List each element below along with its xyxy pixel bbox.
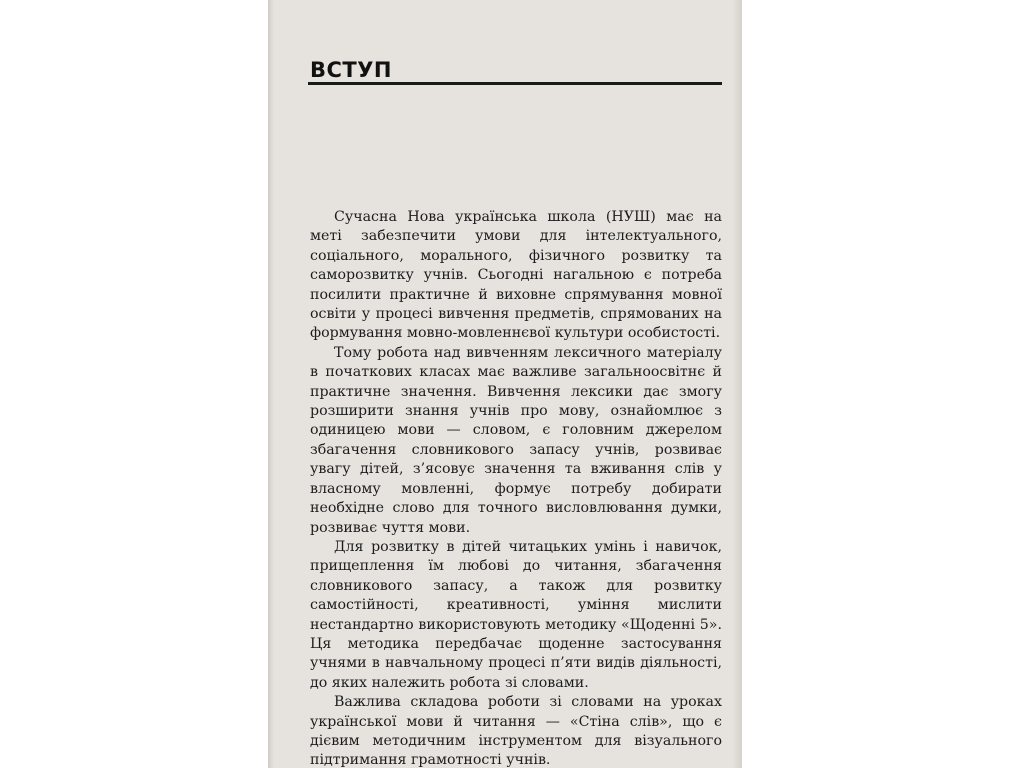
body-text	[310, 208, 722, 768]
paragraph-2: Тому робота над вивченням лексичного матеріалу в початкових класах має важливе загальноосвітнє й практичне значення. Вивчення лексики дає змогу розширити знання учнів про мову, ознайомлює з одиницею мови — словом, є головним джерелом збагачення словникового запасу учнів, розвиває увагу дітей, з’ясовує значення та вживання слів у власному мовленні, формує потребу добирати необхідне слово для точного висловлювання думки, розвиває чуття мови.	[310, 344, 722, 536]
page-shadow-left	[268, 0, 274, 768]
paragraph-3: Для розвитку в дітей читацьких умінь і навичок, прищеплення їм любові до читання, збагачення словникового запасу, а також для розвитку самостійності, креативності, уміння мислити нестандартно використовують методику «Щоденні 5». Ця методика передбачає щоденне застосування учнями в навчальному процесі п’яти видів діяльності, до яких належить робота зі словами.	[310, 538, 722, 691]
paragraph-4: Важлива складова роботи зі словами на уроках української мови й читання — «Стіна слів», що є дієвим методичним інструментом для візуального підтримання грамотності учнів.	[310, 694, 722, 768]
page-shadow-right	[732, 0, 742, 768]
paragraph-1: Сучасна Нова українська школа (НУШ) має на меті забезпечити умови для інтелектуального, соціального, морального, фізичного розвитку та саморозвитку учнів. Сьогодні нагальною є потреба посилити практичне й виховне спрямування мовної освіти у процесі вивчення предметів, спрямованих на формування мовно-мовленнєвої культури особистості.	[310, 209, 722, 342]
section-heading: ВСТУП	[310, 58, 393, 82]
book-page	[268, 0, 742, 768]
heading-underline	[308, 82, 722, 85]
